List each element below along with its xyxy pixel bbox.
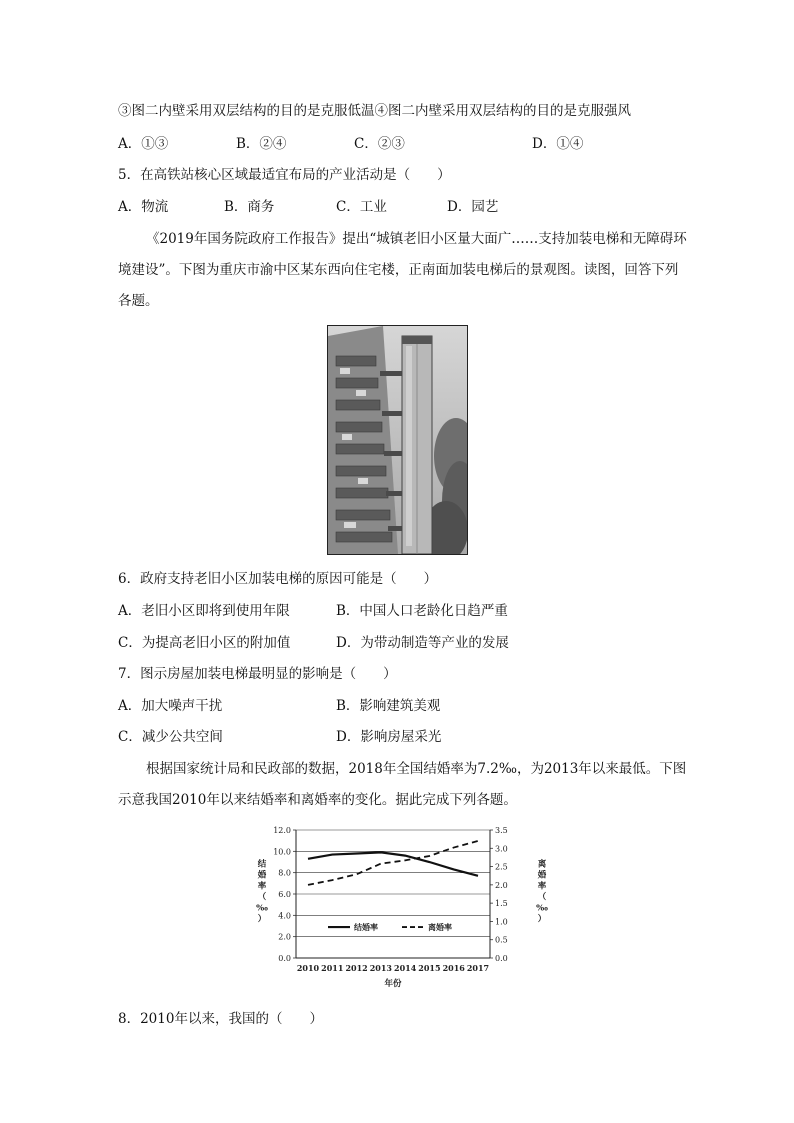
legend-label: 离婚率 xyxy=(428,922,452,933)
passage-marriage: 根据国家统计局和民政部的数据，2018年全国结婚率为7.2‰，为2013年以来最低。下图示意我国2010年以来结婚率和离婚率的变化。据此完成下列各题。 xyxy=(118,761,687,808)
q4-option-a: A．①③ xyxy=(118,136,169,152)
y-left-axis-label: 结婚率（‰） xyxy=(256,859,268,925)
q4-option-b: B．②④ xyxy=(236,136,287,152)
q7-option-c: C．减少公共空间 xyxy=(118,729,223,745)
q5-option-a: A．物流 xyxy=(118,199,169,215)
y-right-axis-label: 离婚率（‰） xyxy=(536,859,548,925)
q4-option-d: D．①④ xyxy=(532,136,584,152)
x-tick-label: 2012 xyxy=(345,963,368,973)
q4-option-c: C．②③ xyxy=(354,136,405,152)
y-left-tick-label: 8.0 xyxy=(278,868,291,878)
x-tick-label: 2015 xyxy=(418,963,441,973)
y-right-tick-label: 2.0 xyxy=(495,880,508,890)
x-tick-label: 2014 xyxy=(394,963,417,973)
top-statement-line: ③图二内壁采用双层结构的目的是克服低温④图二内壁采用双层结构的目的是克服强风 xyxy=(118,103,631,119)
passage-elevator: 《2019年国务院政府工作报告》提出“城镇老旧小区量大面广……支持加装电梯和无障碍环境建设”。下图为重庆市渝中区某东西向住宅楼，正南面加装电梯后的景观图。读图，回答下列各题。 xyxy=(118,231,687,309)
y-left-tick-label: 4.0 xyxy=(278,911,291,921)
y-left-tick-label: 2.0 xyxy=(278,932,291,942)
q6-option-c: C．为提高老旧小区的附加值 xyxy=(118,635,291,651)
y-left-tick-label: 10.0 xyxy=(273,847,291,857)
q7-stem: 7．图示房屋加装电梯最明显的影响是（ ） xyxy=(118,666,397,682)
y-left-tick-label: 6.0 xyxy=(278,890,291,899)
x-tick-label: 2013 xyxy=(369,963,392,973)
y-left-tick-label: 12.0 xyxy=(273,826,291,835)
q5-option-d: D．园艺 xyxy=(447,199,499,215)
q6-option-d: D．为带动制造等产业的发展 xyxy=(336,635,509,651)
series-line-marriage-rate xyxy=(308,852,478,875)
y-right-tick-label: 1.5 xyxy=(495,899,508,909)
x-tick-label: 2011 xyxy=(321,963,344,973)
q5-option-c: C．工业 xyxy=(336,199,387,215)
x-tick-label: 2017 xyxy=(466,963,490,973)
q5-option-b: B．商务 xyxy=(224,199,275,215)
building-elevator-photo xyxy=(327,325,468,555)
marriage-divorce-chart xyxy=(252,818,552,998)
q5-stem: 5．在高铁站核心区域最适宜布局的产业活动是（ ） xyxy=(118,167,451,183)
legend-label: 结婚率 xyxy=(354,922,378,933)
x-axis-label: 年份 xyxy=(384,979,402,989)
q8-stem: 8．2010年以来，我国的（ ） xyxy=(118,1011,323,1027)
building-photo-illustration xyxy=(328,326,467,554)
y-right-tick-label: 3.0 xyxy=(495,844,508,854)
q7-option-b: B．影响建筑美观 xyxy=(336,698,441,714)
y-left-tick-label: 0.0 xyxy=(278,954,291,963)
q7-option-a: A．加大噪声干扰 xyxy=(118,698,223,714)
line-chart-svg xyxy=(252,818,552,998)
y-right-tick-label: 1.0 xyxy=(495,917,508,927)
y-right-tick-label: 0.0 xyxy=(495,954,508,963)
series-line-divorce-rate xyxy=(308,841,478,885)
q6-stem: 6．政府支持老旧小区加装电梯的原因可能是（ ） xyxy=(118,571,438,587)
q6-option-b: B．中国人口老龄化日趋严重 xyxy=(336,603,508,619)
q6-option-a: A．老旧小区即将到使用年限 xyxy=(118,603,290,619)
x-tick-label: 2010 xyxy=(296,963,320,973)
q7-option-d: D．影响房屋采光 xyxy=(336,729,442,745)
y-right-tick-label: 3.5 xyxy=(495,826,508,835)
y-right-tick-label: 2.5 xyxy=(495,862,508,872)
x-tick-label: 2016 xyxy=(442,963,465,973)
y-right-tick-label: 0.5 xyxy=(495,935,508,945)
